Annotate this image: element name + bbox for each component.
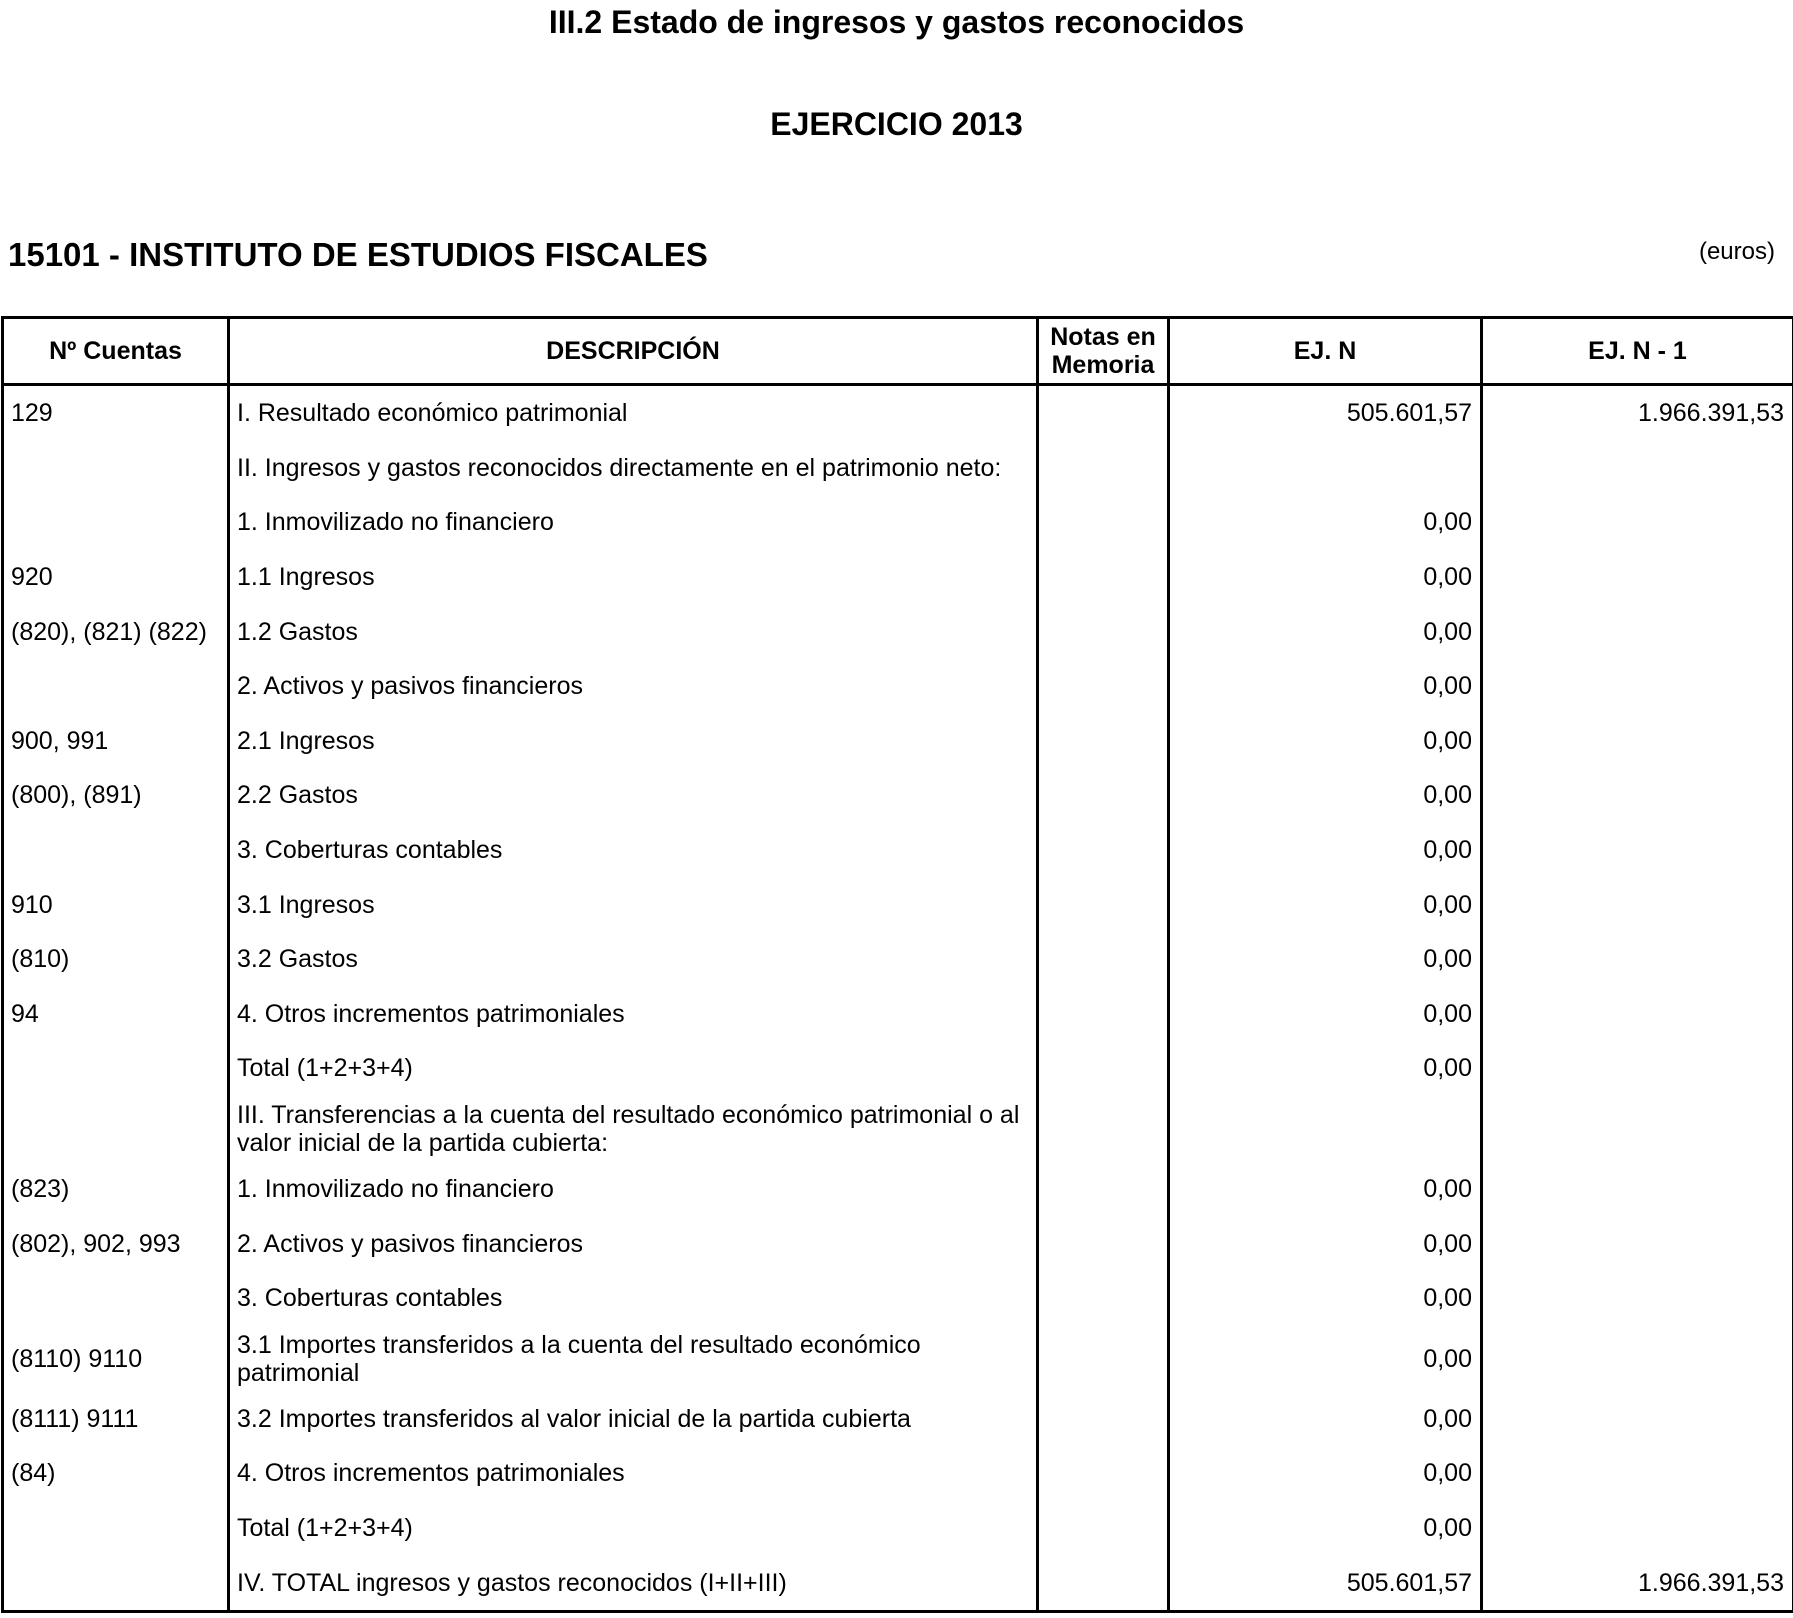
cell-ej-n-1 [1482,1392,1793,1447]
cell-ej-n: 0,00 [1169,1326,1482,1392]
cell-cuentas: 920 [3,550,229,605]
cell-descripcion: 4. Otros incrementos patrimoniales [229,1446,1038,1501]
table-row [3,1041,1793,1096]
table-row [3,495,1793,550]
cell-ej-n: 505.601,57 [1169,385,1482,441]
cell-notas [1038,768,1169,823]
cell-ej-n: 0,00 [1169,1216,1482,1271]
cell-notas [1038,987,1169,1042]
table-row [3,1326,1793,1392]
cell-descripcion: Total (1+2+3+4) [229,1501,1038,1556]
cell-descripcion: 3.1 Importes transferidos a la cuenta del resultado económico patrimonial [229,1326,1038,1392]
column-header-cuentas: Nº Cuentas [3,318,229,385]
cell-cuentas: (8111) 9111 [3,1392,229,1447]
cell-descripcion: 2.2 Gastos [229,768,1038,823]
cell-notas [1038,877,1169,932]
cell-cuentas [3,1096,229,1162]
cell-notas [1038,385,1169,441]
cell-ej-n-1 [1482,768,1793,823]
cell-ej-n [1169,441,1482,496]
cell-ej-n: 0,00 [1169,987,1482,1042]
cell-descripcion: 1.1 Ingresos [229,550,1038,605]
cell-ej-n: 0,00 [1169,1271,1482,1326]
column-header-ej-n: EJ. N [1169,318,1482,385]
table-row [3,1392,1793,1447]
column-header-ej-n-1: EJ. N - 1 [1482,318,1793,385]
table-row [3,1271,1793,1326]
cell-ej-n: 0,00 [1169,714,1482,769]
cell-ej-n-1 [1482,1271,1793,1326]
cell-ej-n-1 [1482,495,1793,550]
cell-cuentas [3,1271,229,1326]
cell-cuentas: (8110) 9110 [3,1326,229,1392]
table-row [3,1096,1793,1162]
table-body [3,385,1793,1612]
cell-notas [1038,659,1169,714]
cell-ej-n [1169,1096,1482,1162]
cell-notas [1038,932,1169,987]
table-row [3,550,1793,605]
cell-descripcion: 3.2 Gastos [229,932,1038,987]
table-row [3,1216,1793,1271]
cell-notas [1038,550,1169,605]
cell-cuentas [3,495,229,550]
cell-ej-n: 0,00 [1169,932,1482,987]
cell-descripcion: 3. Coberturas contables [229,1271,1038,1326]
cell-descripcion: 1. Inmovilizado no financiero [229,1162,1038,1217]
cell-ej-n: 0,00 [1169,1446,1482,1501]
cell-notas [1038,1446,1169,1501]
cell-ej-n-1 [1482,877,1793,932]
cell-ej-n-1: 1.966.391,53 [1482,1555,1793,1611]
cell-notas [1038,823,1169,878]
cell-ej-n: 0,00 [1169,768,1482,823]
cell-notas [1038,1271,1169,1326]
table-row [3,768,1793,823]
cell-cuentas [3,1555,229,1611]
table-row [3,987,1793,1042]
table-row [3,659,1793,714]
cell-ej-n: 0,00 [1169,1041,1482,1096]
statement-table [1,316,1793,1613]
table-row [3,1555,1793,1611]
cell-cuentas: (810) [3,932,229,987]
entity-name: 15101 - INSTITUTO DE ESTUDIOS FISCALES [8,236,708,273]
column-header-descripcion: DESCRIPCIÓN [229,318,1038,385]
cell-ej-n: 0,00 [1169,1392,1482,1447]
cell-ej-n-1 [1482,1216,1793,1271]
cell-ej-n: 0,00 [1169,495,1482,550]
cell-ej-n-1: 1.966.391,53 [1482,385,1793,441]
cell-cuentas [3,441,229,496]
cell-descripcion: 3. Coberturas contables [229,823,1038,878]
report-subtitle: EJERCICIO 2013 [770,106,1023,142]
cell-descripcion: 2. Activos y pasivos financieros [229,659,1038,714]
cell-descripcion: 2.1 Ingresos [229,714,1038,769]
cell-cuentas: 910 [3,877,229,932]
table-row [3,385,1793,441]
cell-ej-n-1 [1482,714,1793,769]
cell-ej-n-1 [1482,604,1793,659]
cell-notas [1038,1216,1169,1271]
cell-ej-n: 0,00 [1169,1162,1482,1217]
cell-cuentas [3,1041,229,1096]
cell-cuentas [3,1501,229,1556]
cell-ej-n-1 [1482,823,1793,878]
cell-notas [1038,1041,1169,1096]
cell-ej-n-1 [1482,1501,1793,1556]
cell-notas [1038,1326,1169,1392]
table-row [3,1162,1793,1217]
cell-cuentas: (820), (821) (822) [3,604,229,659]
cell-notas [1038,1392,1169,1447]
cell-cuentas: (823) [3,1162,229,1217]
cell-notas [1038,1096,1169,1162]
cell-notas [1038,441,1169,496]
cell-notas [1038,1162,1169,1217]
cell-notas [1038,1501,1169,1556]
cell-descripcion: III. Transferencias a la cuenta del resultado económico patrimonial o al valor inicial de la partida cubierta: [229,1096,1038,1162]
cell-descripcion: 1. Inmovilizado no financiero [229,495,1038,550]
cell-descripcion: II. Ingresos y gastos reconocidos directamente en el patrimonio neto: [229,441,1038,496]
table-header-row [3,318,1793,385]
cell-descripcion: I. Resultado económico patrimonial [229,385,1038,441]
table-row [3,877,1793,932]
cell-descripcion: 1.2 Gastos [229,604,1038,659]
cell-ej-n-1 [1482,1446,1793,1501]
units-label: (euros) [1698,238,1775,265]
table-row [3,932,1793,987]
cell-descripcion: 2. Activos y pasivos financieros [229,1216,1038,1271]
cell-ej-n-1 [1482,441,1793,496]
cell-ej-n: 0,00 [1169,823,1482,878]
cell-cuentas: 129 [3,385,229,441]
cell-descripcion: Total (1+2+3+4) [229,1041,1038,1096]
column-header-notas: Notas en Memoria [1038,318,1169,385]
cell-cuentas: (802), 902, 993 [3,1216,229,1271]
cell-ej-n-1 [1482,659,1793,714]
cell-ej-n-1 [1482,550,1793,605]
table-row [3,1501,1793,1556]
cell-ej-n-1 [1482,1326,1793,1392]
cell-ej-n: 0,00 [1169,1501,1482,1556]
cell-descripcion: 4. Otros incrementos patrimoniales [229,987,1038,1042]
cell-descripcion: 3.1 Ingresos [229,877,1038,932]
cell-cuentas: 900, 991 [3,714,229,769]
cell-cuentas: 94 [3,987,229,1042]
cell-ej-n-1 [1482,1162,1793,1217]
table-row [3,714,1793,769]
cell-ej-n-1 [1482,1096,1793,1162]
table-row [3,1446,1793,1501]
cell-descripcion: 3.2 Importes transferidos al valor inicial de la partida cubierta [229,1392,1038,1447]
cell-notas [1038,604,1169,659]
cell-cuentas: (800), (891) [3,768,229,823]
cell-ej-n: 0,00 [1169,604,1482,659]
cell-notas [1038,1555,1169,1611]
cell-cuentas: (84) [3,1446,229,1501]
cell-ej-n: 0,00 [1169,877,1482,932]
cell-notas [1038,714,1169,769]
cell-notas [1038,495,1169,550]
table-row [3,441,1793,496]
cell-ej-n-1 [1482,987,1793,1042]
cell-cuentas [3,823,229,878]
cell-ej-n: 0,00 [1169,659,1482,714]
table-row [3,604,1793,659]
cell-ej-n: 505.601,57 [1169,1555,1482,1611]
cell-descripcion: IV. TOTAL ingresos y gastos reconocidos (I+II+III) [229,1555,1038,1611]
cell-ej-n-1 [1482,1041,1793,1096]
table-row [3,823,1793,878]
cell-cuentas [3,659,229,714]
report-title: III.2 Estado de ingresos y gastos reconocidos [548,4,1245,40]
cell-ej-n: 0,00 [1169,550,1482,605]
cell-ej-n-1 [1482,932,1793,987]
